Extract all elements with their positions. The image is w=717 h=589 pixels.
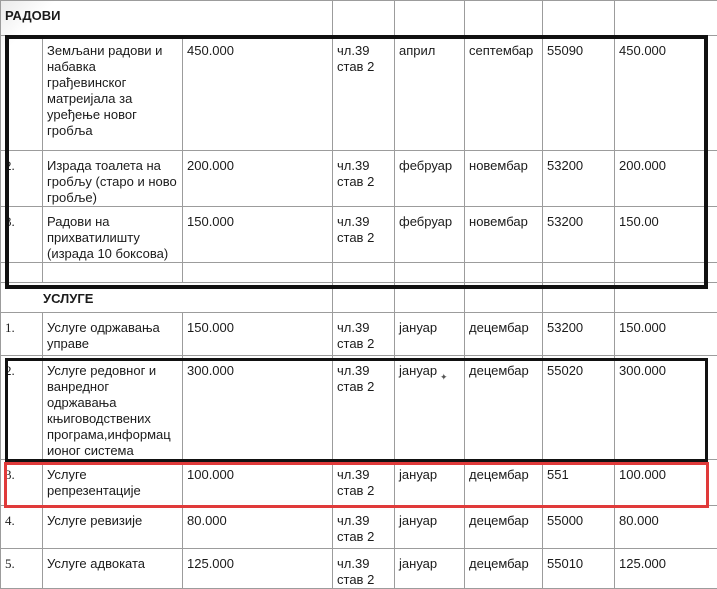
table-row [1,207,717,263]
total-amount: 150.000 [615,313,717,356]
account-code: 55010 [543,549,615,589]
total-amount: 450.000 [615,36,717,151]
end-month: децембар [465,506,543,549]
account-code: 551 [543,460,615,506]
table-row [1,549,717,589]
total-amount: 150.00 [615,207,717,263]
legal-basis: чл.39 став 2 [333,460,395,506]
item-amount: 100.000 [183,460,333,506]
row-number: 2. [1,356,43,460]
item-amount: 300.000 [183,356,333,460]
start-month: јануар [395,549,465,589]
item-description: Услуге адвоката [43,549,183,589]
total-amount: 125.000 [615,549,717,589]
account-code: 53200 [543,151,615,207]
item-amount: 200.000 [183,151,333,207]
section-title-works: РАДОВИ [1,1,333,36]
start-month: јануар [395,460,465,506]
start-month: април [395,36,465,151]
table-row [1,36,717,151]
item-description: Радови на прихватилишту (израда 10 боксова) [43,207,183,263]
row-number [1,36,43,151]
item-amount: 80.000 [183,506,333,549]
total-amount: 80.000 [615,506,717,549]
account-code: 53200 [543,207,615,263]
legal-basis: чл.39 став 2 [333,356,395,460]
item-amount: 450.000 [183,36,333,151]
account-code: 55020 [543,356,615,460]
item-description: Земљани радови и набавка грађевинског матреијала за уређење новог гробља [43,36,183,151]
scan-speck-icon: ✦ [440,372,448,383]
item-amount: 150.000 [183,207,333,263]
start-month: јануар [395,506,465,549]
legal-basis: чл.39 став 2 [333,313,395,356]
total-amount: 200.000 [615,151,717,207]
account-code: 55000 [543,506,615,549]
legal-basis: чл.39 став 2 [333,506,395,549]
empty-row [1,263,717,283]
row-number: 4. [1,506,43,549]
start-month: јануар [395,313,465,356]
end-month: септембар [465,36,543,151]
section-title-services: УСЛУГЕ [1,283,333,313]
row-number: 2. [1,151,43,207]
start-month: фебруар [395,151,465,207]
table-row [1,506,717,549]
item-description: Услуге редовног и ванредног одржавања књиговодствених програма,информац ионог система [43,356,183,460]
end-month: децембар [465,356,543,460]
row-number: 3. [1,460,43,506]
item-description: Израда тоалета на гробљу (старо и ново гробље) [43,151,183,207]
item-amount: 125.000 [183,549,333,589]
end-month: новембар [465,151,543,207]
legal-basis: чл.39 став 2 [333,36,395,151]
total-amount: 100.000 [615,460,717,506]
row-number: 1. [1,313,43,356]
legal-basis: чл.39 став 2 [333,207,395,263]
row-number: 5. [1,549,43,589]
item-description: Услуге ревизије [43,506,183,549]
table-row [1,356,717,460]
table-row [1,460,717,506]
table-row [1,151,717,207]
section-row-works [1,1,717,36]
table-row [1,313,717,356]
item-description: Услуге репрезентације [43,460,183,506]
legal-basis: чл.39 став 2 [333,549,395,589]
end-month: децембар [465,549,543,589]
legal-basis: чл.39 став 2 [333,151,395,207]
total-amount: 300.000 [615,356,717,460]
end-month: децембар [465,313,543,356]
section-row-services [1,283,717,313]
end-month: децембар [465,460,543,506]
account-code: 55090 [543,36,615,151]
account-code: 53200 [543,313,615,356]
start-month: јануар [395,356,465,460]
start-month: фебруар [395,207,465,263]
row-number: 3. [1,207,43,263]
end-month: новембар [465,207,543,263]
item-description: Услуге одржавања управе [43,313,183,356]
item-amount: 150.000 [183,313,333,356]
